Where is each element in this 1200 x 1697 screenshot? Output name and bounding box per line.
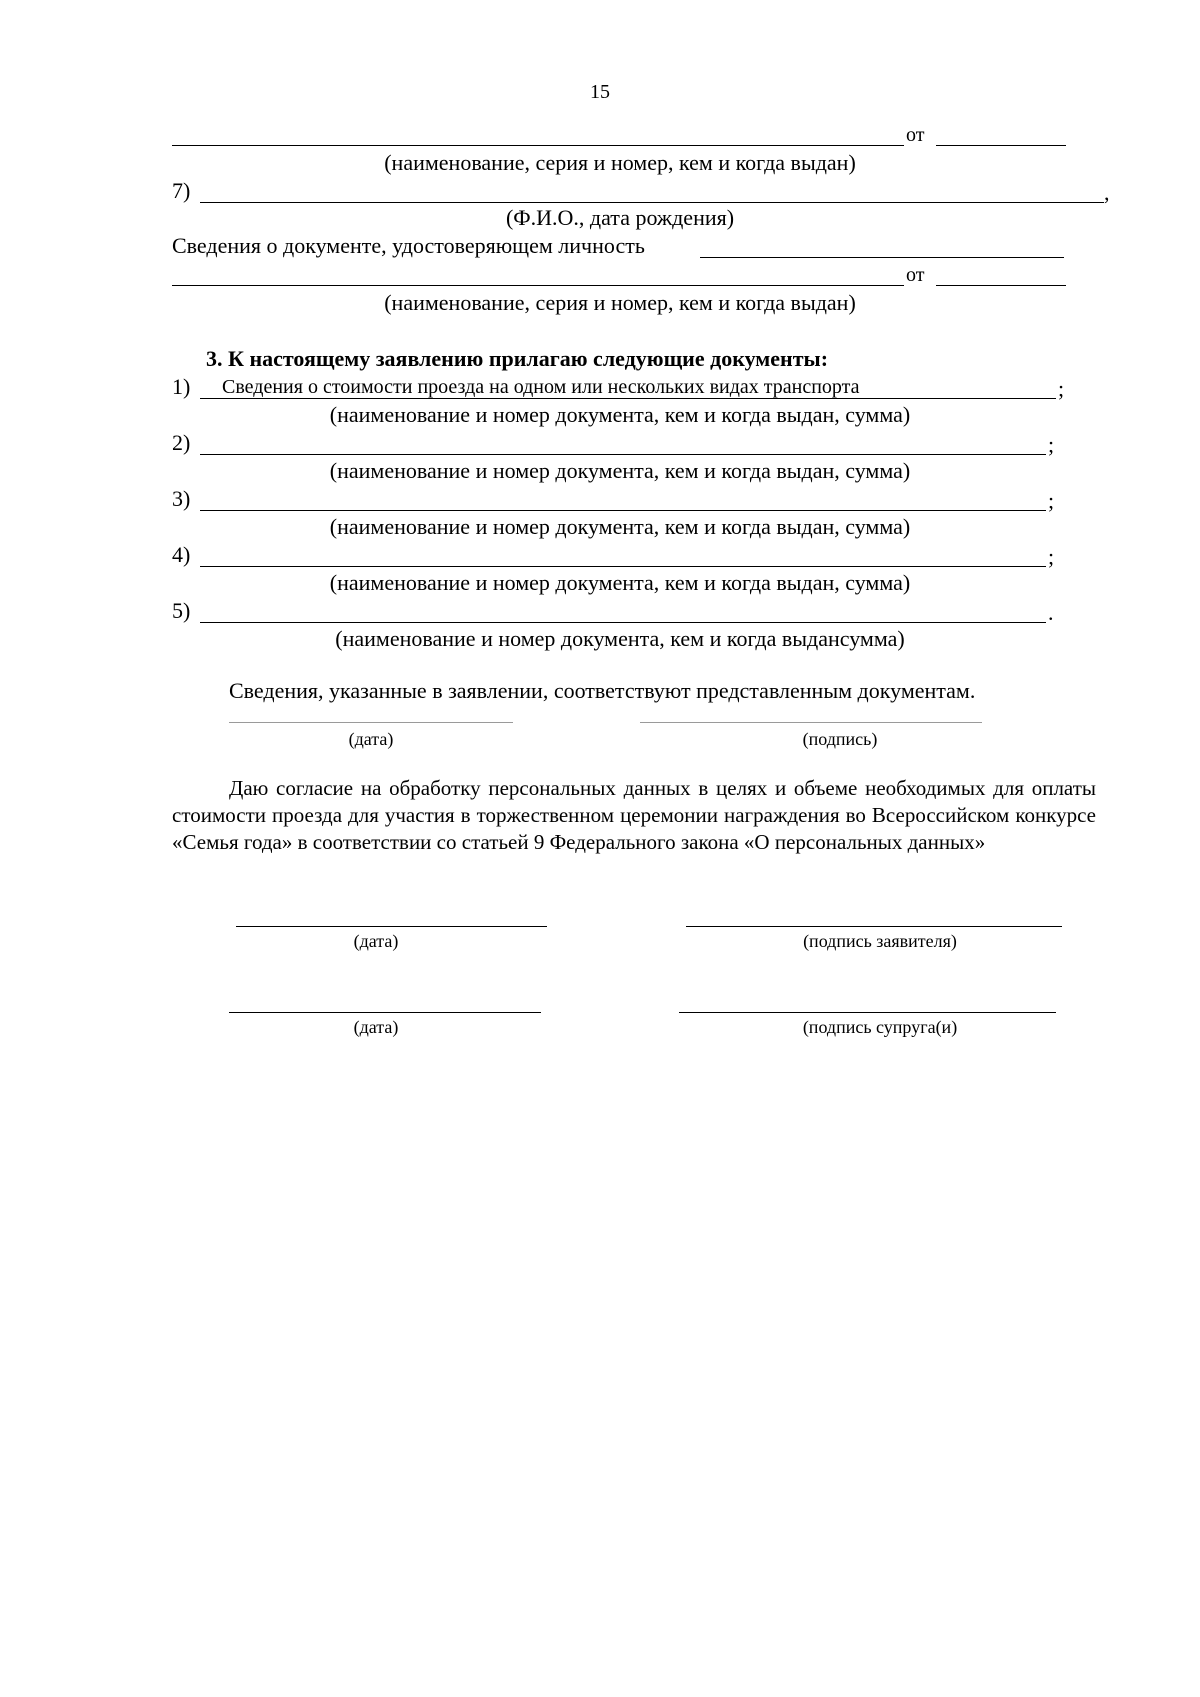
attachment-caption-5: (наименование и номер документа, кем и когда выдансумма): [335, 626, 905, 651]
spouse-signature-caption: (подпись супруга(и): [802, 1017, 958, 1037]
attachment-number-5: 5): [172, 598, 191, 623]
attachment-number-1: 1): [172, 374, 191, 399]
identity-document-line-2[interactable]: [172, 285, 904, 286]
attachment-line-3[interactable]: [200, 510, 1046, 511]
attachment-number-2: 2): [172, 430, 191, 455]
from-label-2: от: [906, 264, 925, 286]
page-number: 15: [590, 81, 610, 103]
attachment-end-3: ;: [1048, 488, 1055, 513]
applicant-date-line[interactable]: [236, 926, 547, 927]
trailing-comma: ,: [1104, 180, 1110, 205]
confirmation-signature-line[interactable]: [640, 722, 982, 723]
spouse-signature-line[interactable]: [679, 1012, 1056, 1013]
item-number-7: 7): [172, 178, 191, 203]
attachment-caption-4: (наименование и номер документа, кем и когда выдан, сумма): [329, 570, 911, 595]
person-name-line[interactable]: [200, 202, 1104, 203]
identity-document-caption: (наименование, серия и номер, кем и когда выдан): [384, 290, 856, 315]
confirmation-signature-caption: (подпись): [802, 729, 878, 749]
attachment-number-4: 4): [172, 542, 191, 567]
from-label: от: [906, 124, 925, 146]
attachment-end-2: ;: [1048, 432, 1055, 457]
person-caption: (Ф.И.О., дата рождения): [505, 205, 735, 230]
applicant-signature-line[interactable]: [686, 926, 1062, 927]
attachment-caption-1: (наименование и номер документа, кем и когда выдан, сумма): [329, 402, 911, 427]
applicant-date-caption: (дата): [353, 931, 399, 951]
spouse-date-caption: (дата): [353, 1017, 399, 1037]
attachment-value-1: Сведения о стоимости проезда на одном или нескольких видах транспорта: [222, 376, 860, 398]
attachment-number-3: 3): [172, 486, 191, 511]
attachment-caption-3: (наименование и номер документа, кем и когда выдан, сумма): [329, 514, 911, 539]
confirmation-text: Сведения, указанные в заявлении, соответствуют представленным документам.: [229, 678, 976, 703]
attachment-line-4[interactable]: [200, 566, 1046, 567]
section-3-heading: 3. К настоящему заявлению прилагаю следующие документы:: [206, 346, 829, 371]
confirmation-date-caption: (дата): [348, 729, 394, 749]
from-date-line[interactable]: [936, 145, 1066, 146]
document-line[interactable]: [172, 145, 904, 146]
attachment-line-2[interactable]: [200, 454, 1046, 455]
consent-paragraph: Даю согласие на обработку персональных данных в целях и объеме необходимых для оплаты стоимости проезда для участия в торжественном церемонии награждения во Всероссийском конкурсе «Семья года» в соответствии со статьей 9 Федерального закона «О персональных данных»: [172, 776, 1096, 854]
document-caption: (наименование, серия и номер, кем и когда выдан): [384, 150, 856, 175]
identity-document-line[interactable]: [700, 257, 1064, 258]
attachment-end-1: ;: [1058, 376, 1065, 401]
applicant-signature-caption: (подпись заявителя): [803, 931, 957, 951]
identity-document-label: Сведения о документе, удостоверяющем личность: [172, 233, 645, 258]
attachment-caption-2: (наименование и номер документа, кем и когда выдан, сумма): [329, 458, 911, 483]
attachment-end-4: ;: [1048, 544, 1055, 569]
spouse-date-line[interactable]: [229, 1012, 541, 1013]
from-date-line-2[interactable]: [936, 285, 1066, 286]
attachment-line-5[interactable]: [200, 622, 1046, 623]
confirmation-date-line[interactable]: [229, 722, 513, 723]
attachment-end-5: .: [1048, 600, 1054, 625]
